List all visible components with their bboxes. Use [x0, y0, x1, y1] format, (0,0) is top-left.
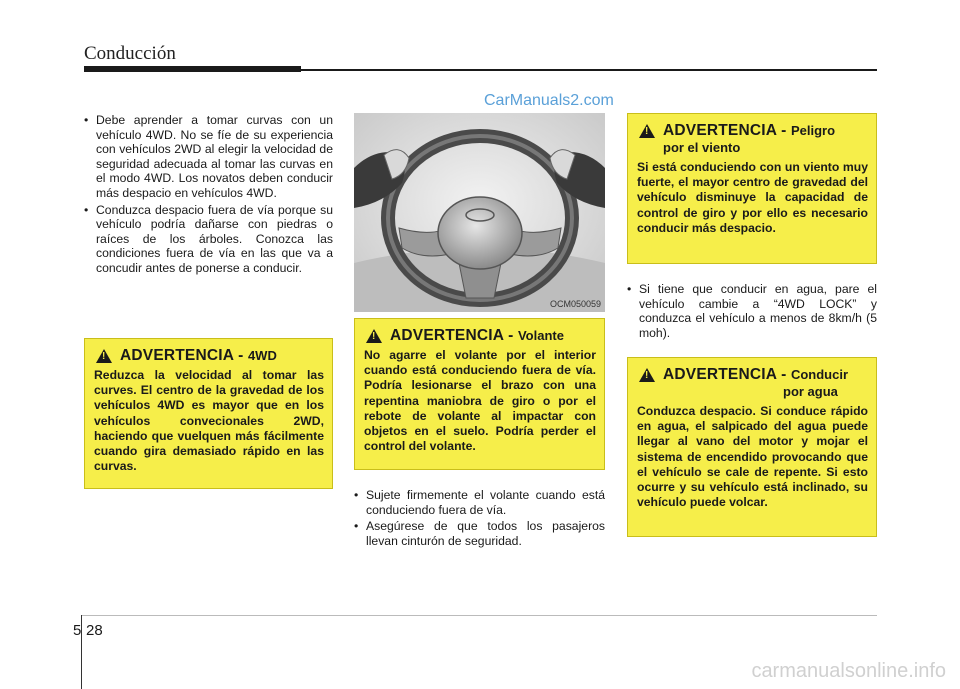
chapter-number: 5: [73, 622, 82, 639]
warning-body: No agarre el volante por el interior cuando está conduciendo fuera de vía. Podría lesionarse el brazo con una repentina maniobra de giro o por el rebote de volante al impactar con objetos en el suelo. Podría perder el control del volante.: [364, 348, 596, 454]
warning-body: Conduzca despacio. Si conduce rápido en agua, el salpicado del agua puede llegar al vano del motor y mojar el sistema de encendido provocando que el vehículo se cale de repente. Si esto ocurre y su vehículo está inclinado, su vehículo puede volcar.: [637, 404, 868, 510]
steering-wheel-illustration: [354, 113, 605, 312]
warning-body: Si está conduciendo con un viento muy fuerte, el mayor centro de gravedad del vehículo disminuye la capacidad de control de giro y por ello es necesario conducir más despacio.: [637, 160, 868, 235]
section-title: Conducción: [84, 43, 176, 64]
warning-box-4wd: [84, 338, 333, 489]
footer-rule: [81, 615, 877, 616]
middle-column-text: [354, 488, 605, 550]
watermark-top: CarManuals2.com: [484, 92, 614, 109]
bullet-item: • Debe aprender a tomar curvas con un vehículo 4WD. No se fíe de su experiencia con vehículos 2WD al elegir la velocidad de seguridad adecuada al tomar las curvas en el modo 4WD. Los novatos deben conducir más despacio en vehículos 4WD.: [84, 113, 333, 201]
warning-triangle-icon: [639, 124, 655, 138]
warning-title: ADVERTENCIA - Conducir por agua: [663, 366, 849, 399]
warning-box-water: [627, 357, 877, 537]
warning-triangle-icon: [96, 349, 112, 363]
warning-box-volante: [354, 318, 605, 470]
header-rule-thick: [84, 66, 301, 72]
bullet-item: • Si tiene que conducir en agua, pare el vehículo cambie a “4WD LOCK” y conduzca el vehículo a menos de 8km/h (5 moh).: [627, 282, 877, 340]
image-caption: OCM050059: [549, 299, 601, 309]
footer-watermark: carmanualsonline.info: [751, 660, 946, 682]
warning-header: [637, 122, 868, 156]
warning-title: ADVERTENCIA - Peligro por el viento: [663, 122, 836, 155]
warning-header: [94, 347, 324, 364]
warning-box-wind: [627, 113, 877, 264]
page-number: 28: [86, 622, 103, 639]
warning-body: Reduzca la velocidad al tomar las curves. El centro de la gravedad de los vehículos 4WD es mayor que en los vehículos convecionales 2WD, haciendo que vuelquen más fácilmente cuando gira demasiado rápido en las curvas.: [94, 368, 324, 474]
warning-triangle-icon: [639, 368, 655, 382]
warning-triangle-icon: [366, 329, 382, 343]
header-rule-thin: [301, 69, 877, 71]
steering-wheel-icon: [354, 113, 605, 312]
bullet-item: • Conduzca despacio fuera de vía porque su vehículo podría dañarse con piedras o raíces de los árboles. Conozca las condiciones fuera de vía en las que va a concudir antes de ponerse a conducir.: [84, 203, 333, 276]
warning-title: ADVERTENCIA - Volante: [390, 327, 564, 344]
left-column-text: [84, 113, 333, 278]
warning-header: [637, 366, 868, 400]
bullet-item: • Asegúrese de que todos los pasajeros llevan cinturón de seguridad.: [354, 519, 605, 548]
bullet-item: • Sujete firmemente el volante cuando está conduciendo fuera de vía.: [354, 488, 605, 517]
right-column-text: [627, 282, 877, 342]
warning-header: [364, 327, 596, 344]
warning-title: ADVERTENCIA - 4WD: [120, 347, 277, 364]
